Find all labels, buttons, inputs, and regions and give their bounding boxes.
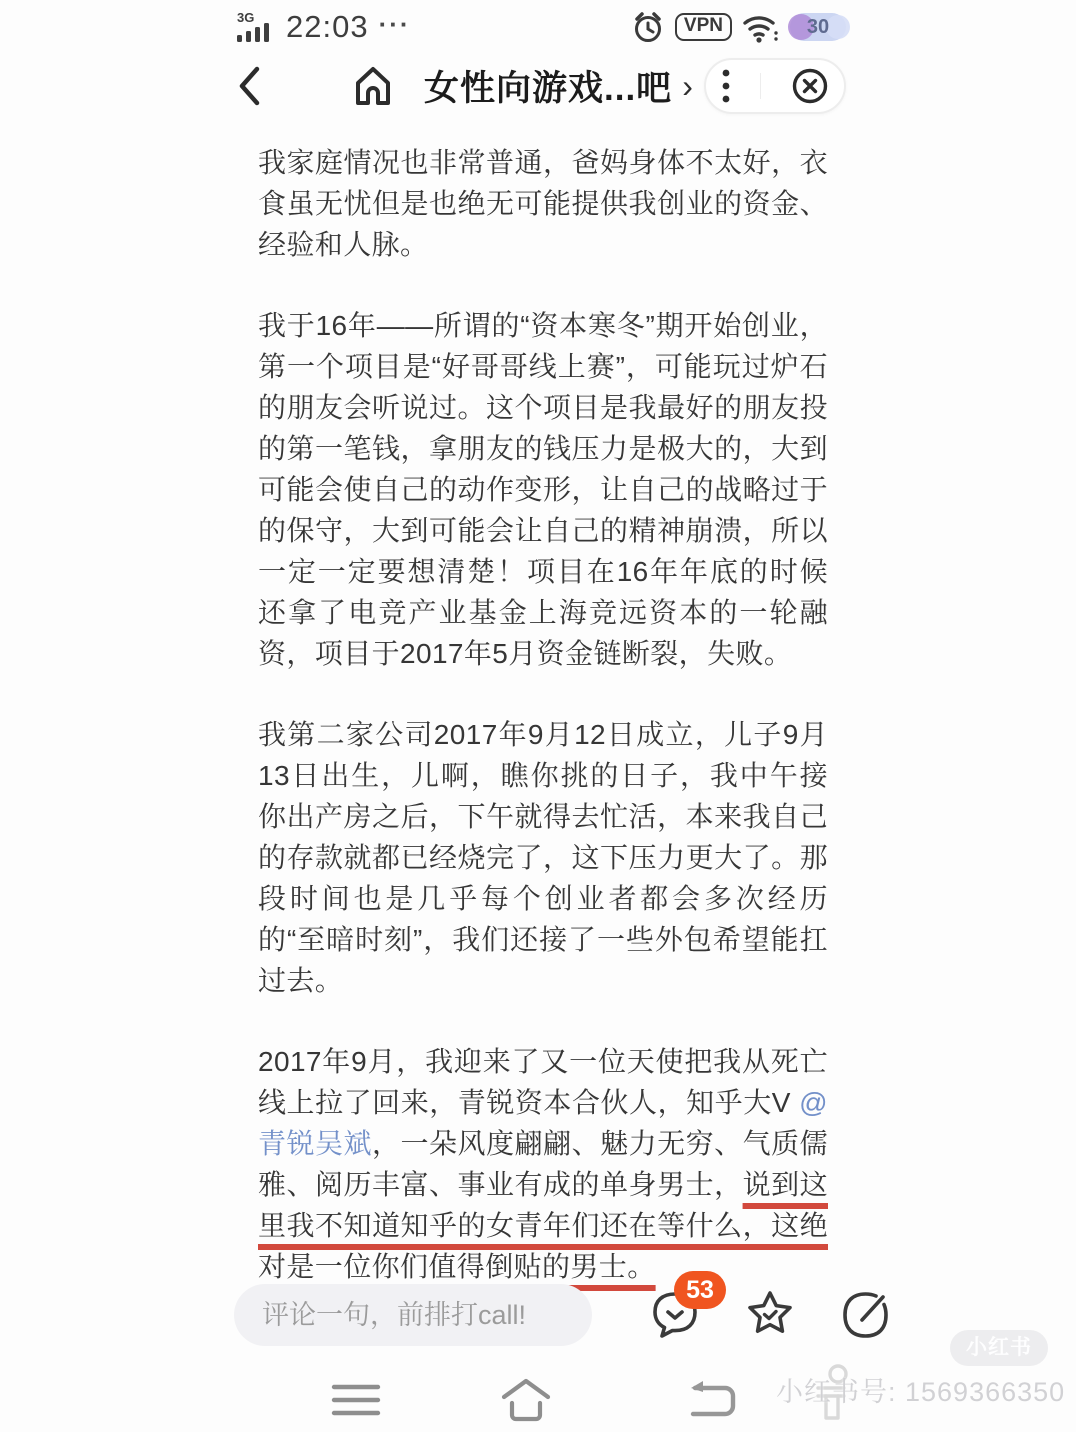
battery-cap (826, 15, 850, 39)
favorite-button[interactable] (742, 1287, 798, 1343)
menu-icon (330, 1382, 382, 1418)
close-icon[interactable] (790, 66, 830, 106)
phone-screen (228, 0, 850, 1432)
clock-time: 22:03 (286, 9, 369, 44)
nav-menu-button[interactable] (326, 1374, 386, 1426)
vpn-badge: VPN (675, 13, 732, 41)
text-segment: ，一朵风度翩翩、魅力无穷、气质儒雅、阅历丰富、事业有成的单身男士， (258, 1128, 828, 1200)
status-bar (236, 6, 846, 48)
paragraph (258, 714, 828, 1001)
capsule-divider (760, 73, 761, 99)
nav-home-button[interactable] (496, 1374, 556, 1426)
alarm-clock-icon (631, 10, 665, 44)
status-right-cluster (631, 10, 846, 44)
text-segment: 我第二家公司2017年9月12日成立，儿子9月13日出生，儿啊，瞧你挑的日子，我中午接你出产房之后，下午就得去忙活，本来我自己的存款就都已经烧完了，这下压力更大了。那段时间也是几乎每个创业者都会多次经历的“至暗时刻”，我们还接了一些外包希望能扛过去。 (258, 719, 828, 996)
wifi-icon (742, 11, 780, 43)
home-icon[interactable] (350, 63, 396, 109)
paragraph (258, 142, 828, 265)
title-chevron-icon[interactable]: › (682, 67, 693, 104)
more-menu-icon[interactable] (721, 68, 731, 104)
return-arrow-icon (681, 1379, 739, 1421)
nav-home-icon (499, 1377, 553, 1423)
mention-link[interactable]: @青锐吴斌 (258, 1087, 828, 1159)
back-chevron-icon[interactable] (236, 65, 262, 107)
paragraph (258, 1041, 828, 1287)
miniapp-capsule (704, 58, 846, 114)
star-icon (742, 1287, 798, 1343)
battery-percent: 30 (806, 15, 830, 38)
comment-bar (234, 1276, 846, 1348)
network-type-label: 3G (237, 10, 255, 25)
xiaohongshu-account-id: 小红书号: 1569366350 (776, 1377, 1066, 1407)
xiaohongshu-watermark-badge: 小红书 (950, 1330, 1048, 1366)
text-segment: 我于16年——所谓的“资本寒冬”期开始创业，第一个项目是“好哥哥线上赛”，可能玩过炉石的朋友会听说过。这个项目是我最好的朋友投的第一笔钱，拿朋友的钱压力是极大的，大到可能会使自己的动作变形，让自己的战略过于的保守，大到可能会让自己的精神崩溃，所以一定一定要想清楚！项目在16年年底的时候还拿了电竞产业基金上海竞远资本的一轮融资，项目于2017年5月资金链断裂，失败。 (258, 310, 828, 669)
cellular-signal-icon (236, 10, 276, 44)
status-left-cluster (236, 9, 411, 45)
text-segment: 我家庭情况也非常普通，爸妈身体不太好，衣食虽无忧但是也绝无可能提供我创业的资金、经验和人脉。 (258, 147, 828, 260)
paragraph (258, 305, 828, 674)
text-segment: 2017年9月，我迎来了又一位天使把我从死亡线上拉了回来，青锐资本合伙人，知乎大V (258, 1046, 828, 1118)
android-nav-bar (228, 1374, 850, 1426)
comment-input[interactable] (234, 1284, 592, 1346)
comments-button[interactable] (648, 1276, 714, 1343)
share-button[interactable] (838, 1287, 892, 1343)
battery-indicator (790, 13, 846, 41)
page-title[interactable]: 女性向游戏...吧 (424, 69, 673, 108)
nav-back-button[interactable] (680, 1374, 740, 1426)
compose-icon (838, 1288, 892, 1342)
comment-count-badge: 53 (674, 1271, 726, 1309)
status-more-dots: ··· (378, 8, 411, 39)
red-underlined-text: 说到这里我不知道知乎的女青年们还在等什么，这绝对是一位你们值得倒贴的男士。 (258, 1169, 828, 1282)
article-body (258, 142, 828, 1327)
nav-bar (236, 56, 846, 116)
